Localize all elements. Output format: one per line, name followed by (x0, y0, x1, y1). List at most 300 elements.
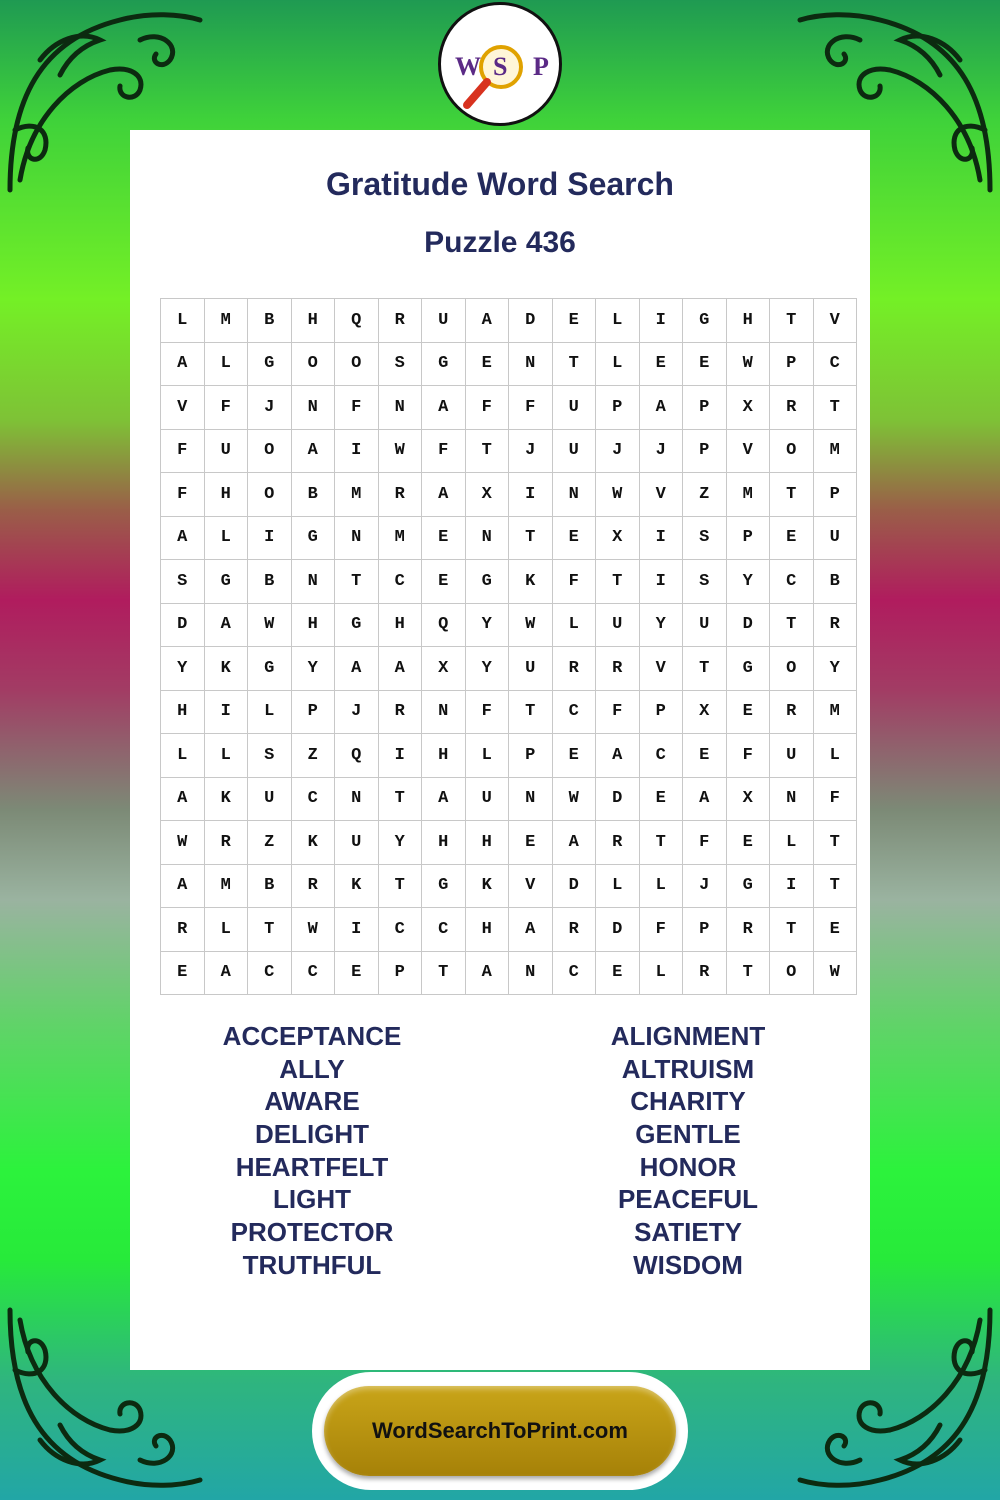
grid-cell[interactable]: B (248, 560, 292, 604)
grid-cell[interactable]: A (465, 299, 509, 343)
grid-cell[interactable]: I (639, 299, 683, 343)
grid-cell[interactable]: M (813, 429, 857, 473)
grid-cell[interactable]: O (248, 429, 292, 473)
grid-row (161, 386, 857, 430)
grid-cell[interactable]: U (552, 386, 596, 430)
logo-letter: W (455, 52, 481, 81)
grid-cell[interactable]: C (378, 908, 422, 952)
grid-cell[interactable]: T (378, 864, 422, 908)
grid-cell[interactable]: G (248, 342, 292, 386)
grid-cell[interactable]: L (465, 734, 509, 778)
grid-cell[interactable]: C (291, 777, 335, 821)
grid-cell[interactable]: C (248, 951, 292, 995)
grid-cell[interactable]: A (509, 908, 553, 952)
grid-cell[interactable]: R (596, 821, 640, 865)
grid-cell[interactable]: E (639, 777, 683, 821)
grid-cell[interactable]: C (813, 342, 857, 386)
grid-cell[interactable]: L (813, 734, 857, 778)
grid-cell[interactable]: V (639, 647, 683, 691)
grid-cell[interactable]: F (509, 386, 553, 430)
grid-cell[interactable]: S (683, 516, 727, 560)
grid-cell[interactable]: N (378, 386, 422, 430)
site-link-button[interactable]: WordSearchToPrint.com (324, 1386, 676, 1476)
grid-row (161, 473, 857, 517)
grid-row (161, 603, 857, 647)
grid-cell[interactable]: Y (378, 821, 422, 865)
grid-cell[interactable]: F (161, 429, 205, 473)
grid-cell[interactable]: N (422, 690, 466, 734)
grid-row (161, 342, 857, 386)
grid-cell[interactable]: Z (291, 734, 335, 778)
grid-cell[interactable]: A (422, 386, 466, 430)
word-list-item: DELIGHT (254, 1119, 370, 1150)
puzzle-panel (130, 130, 870, 1370)
grid-cell[interactable]: M (335, 473, 379, 517)
grid-cell[interactable]: T (770, 299, 814, 343)
grid-cell[interactable]: T (813, 386, 857, 430)
grid-cell[interactable]: L (770, 821, 814, 865)
grid-cell[interactable]: T (683, 647, 727, 691)
grid-cell[interactable]: N (335, 777, 379, 821)
grid-row (161, 647, 857, 691)
grid-cell[interactable]: G (465, 560, 509, 604)
grid-cell[interactable]: K (204, 647, 248, 691)
grid-cell[interactable]: C (639, 734, 683, 778)
grid-cell[interactable]: T (726, 951, 770, 995)
grid-cell[interactable]: Z (248, 821, 292, 865)
grid-cell[interactable]: A (335, 647, 379, 691)
grid-cell[interactable]: O (770, 647, 814, 691)
grid-cell[interactable]: Y (639, 603, 683, 647)
grid-cell[interactable]: R (161, 908, 205, 952)
grid-cell[interactable]: E (813, 908, 857, 952)
grid-cell[interactable]: E (509, 821, 553, 865)
grid-cell[interactable]: R (770, 386, 814, 430)
grid-cell[interactable]: H (378, 603, 422, 647)
grid-cell[interactable]: L (204, 734, 248, 778)
grid-cell[interactable]: N (291, 386, 335, 430)
grid-cell[interactable]: A (552, 821, 596, 865)
grid-cell[interactable]: P (596, 386, 640, 430)
grid-cell[interactable]: U (596, 603, 640, 647)
word-list-item: PROTECTOR (230, 1217, 394, 1248)
grid-cell[interactable]: A (422, 777, 466, 821)
grid-cell[interactable]: L (596, 299, 640, 343)
word-list-item: TRUTHFUL (242, 1249, 382, 1280)
grid-cell[interactable]: S (161, 560, 205, 604)
grid-cell[interactable]: F (639, 908, 683, 952)
grid-cell[interactable]: U (248, 777, 292, 821)
grid-cell[interactable]: K (291, 821, 335, 865)
grid-cell[interactable]: H (422, 734, 466, 778)
grid-cell[interactable]: D (726, 603, 770, 647)
word-list-item: AWARE (264, 1086, 360, 1117)
grid-cell[interactable]: P (378, 951, 422, 995)
grid-cell[interactable]: D (552, 864, 596, 908)
grid-cell[interactable]: W (378, 429, 422, 473)
grid-cell[interactable]: T (465, 429, 509, 473)
grid-cell[interactable]: S (378, 342, 422, 386)
grid-cell[interactable]: C (291, 951, 335, 995)
grid-cell[interactable]: C (552, 951, 596, 995)
grid-cell[interactable]: Y (813, 647, 857, 691)
grid-cell[interactable]: N (552, 473, 596, 517)
letter-grid (160, 298, 857, 995)
grid-cell[interactable]: R (204, 821, 248, 865)
grid-cell[interactable]: O (770, 429, 814, 473)
grid-cell[interactable]: N (509, 951, 553, 995)
grid-cell[interactable]: F (422, 429, 466, 473)
grid-cell[interactable]: J (248, 386, 292, 430)
grid-cell[interactable]: N (509, 777, 553, 821)
grid-cell[interactable]: G (335, 603, 379, 647)
grid-cell[interactable]: J (509, 429, 553, 473)
grid-cell[interactable]: H (726, 299, 770, 343)
grid-cell[interactable]: R (552, 908, 596, 952)
grid-row (161, 864, 857, 908)
grid-cell[interactable]: P (639, 690, 683, 734)
grid-cell[interactable]: G (204, 560, 248, 604)
grid-cell[interactable]: L (248, 690, 292, 734)
grid-cell[interactable]: X (726, 386, 770, 430)
grid-cell[interactable]: H (204, 473, 248, 517)
grid-cell[interactable]: T (813, 864, 857, 908)
grid-row (161, 516, 857, 560)
grid-row (161, 299, 857, 343)
grid-cell[interactable]: Y (465, 647, 509, 691)
grid-row (161, 560, 857, 604)
grid-cell[interactable]: R (813, 603, 857, 647)
grid-cell[interactable]: X (465, 473, 509, 517)
grid-cell[interactable]: W (596, 473, 640, 517)
grid-cell[interactable]: A (378, 647, 422, 691)
grid-cell[interactable]: Q (335, 734, 379, 778)
grid-cell[interactable]: T (770, 603, 814, 647)
grid-cell[interactable]: T (770, 473, 814, 517)
grid-cell[interactable]: F (161, 473, 205, 517)
grid-cell[interactable]: N (291, 560, 335, 604)
grid-cell[interactable]: N (465, 516, 509, 560)
grid-cell[interactable]: J (683, 864, 727, 908)
grid-row (161, 777, 857, 821)
grid-cell[interactable]: D (509, 299, 553, 343)
grid-cell[interactable]: M (204, 299, 248, 343)
grid-cell[interactable]: M (813, 690, 857, 734)
grid-cell[interactable]: B (248, 864, 292, 908)
grid-cell[interactable]: V (161, 386, 205, 430)
grid-cell[interactable]: A (204, 951, 248, 995)
grid-cell[interactable]: N (509, 342, 553, 386)
grid-cell[interactable]: G (422, 342, 466, 386)
grid-cell[interactable]: W (509, 603, 553, 647)
grid-cell[interactable]: G (291, 516, 335, 560)
grid-cell[interactable]: P (770, 342, 814, 386)
grid-cell[interactable]: A (161, 777, 205, 821)
grid-cell[interactable]: E (335, 951, 379, 995)
grid-cell[interactable]: A (161, 516, 205, 560)
grid-cell[interactable]: W (161, 821, 205, 865)
grid-cell[interactable]: T (335, 560, 379, 604)
grid-cell[interactable]: R (596, 647, 640, 691)
grid-cell[interactable]: B (248, 299, 292, 343)
grid-cell[interactable]: F (465, 386, 509, 430)
grid-cell[interactable]: F (596, 690, 640, 734)
grid-cell[interactable]: X (596, 516, 640, 560)
puzzle-number: Puzzle 436 (424, 226, 576, 259)
grid-cell[interactable]: A (596, 734, 640, 778)
grid-cell[interactable]: H (291, 299, 335, 343)
grid-cell[interactable]: A (683, 777, 727, 821)
grid-cell[interactable]: I (204, 690, 248, 734)
grid-cell[interactable]: K (204, 777, 248, 821)
word-list-item: ALLY (279, 1053, 345, 1084)
grid-cell[interactable]: H (291, 603, 335, 647)
grid-cell[interactable]: I (335, 429, 379, 473)
grid-row (161, 429, 857, 473)
grid-cell[interactable]: I (770, 864, 814, 908)
grid-cell[interactable]: E (770, 516, 814, 560)
grid-cell[interactable]: F (465, 690, 509, 734)
grid-cell[interactable]: N (335, 516, 379, 560)
grid-cell[interactable]: F (204, 386, 248, 430)
grid-cell[interactable]: M (378, 516, 422, 560)
grid-cell[interactable]: E (596, 951, 640, 995)
grid-cell[interactable]: W (813, 951, 857, 995)
grid-cell[interactable]: W (552, 777, 596, 821)
grid-cell[interactable]: P (291, 690, 335, 734)
word-list-item: PEACEFUL (617, 1184, 759, 1215)
grid-cell[interactable]: P (813, 473, 857, 517)
grid-cell[interactable]: P (683, 386, 727, 430)
grid-cell[interactable]: G (726, 864, 770, 908)
grid-cell[interactable]: L (161, 299, 205, 343)
grid-cell[interactable]: T (552, 342, 596, 386)
grid-cell[interactable]: C (378, 560, 422, 604)
grid-cell[interactable]: T (509, 516, 553, 560)
footer-pill (312, 1372, 688, 1490)
puzzle-title: Gratitude Word Search (326, 166, 674, 202)
grid-cell[interactable]: L (639, 864, 683, 908)
grid-cell[interactable]: X (422, 647, 466, 691)
grid-cell[interactable]: Y (291, 647, 335, 691)
grid-cell[interactable]: K (335, 864, 379, 908)
grid-cell[interactable]: U (509, 647, 553, 691)
grid-cell[interactable]: E (552, 516, 596, 560)
grid-cell[interactable]: E (726, 821, 770, 865)
grid-cell[interactable]: P (509, 734, 553, 778)
grid-cell[interactable]: R (552, 647, 596, 691)
grid-cell[interactable]: F (683, 821, 727, 865)
grid-cell[interactable]: L (596, 342, 640, 386)
grid-cell[interactable]: A (161, 342, 205, 386)
grid-cell[interactable]: L (596, 864, 640, 908)
grid-cell[interactable]: R (291, 864, 335, 908)
grid-cell[interactable]: T (378, 777, 422, 821)
grid-cell[interactable]: Q (422, 603, 466, 647)
grid-cell[interactable]: U (335, 821, 379, 865)
grid-cell[interactable]: O (248, 473, 292, 517)
grid-cell[interactable]: E (465, 342, 509, 386)
grid-cell[interactable]: R (726, 908, 770, 952)
grid-row (161, 690, 857, 734)
grid-row (161, 908, 857, 952)
grid-cell[interactable]: V (813, 299, 857, 343)
grid-cell[interactable]: D (161, 603, 205, 647)
word-list-item: WISDOM (633, 1249, 743, 1280)
grid-cell[interactable]: G (726, 647, 770, 691)
grid-cell[interactable]: R (378, 690, 422, 734)
grid-cell[interactable]: P (726, 516, 770, 560)
grid-cell[interactable]: B (291, 473, 335, 517)
grid-cell[interactable]: T (422, 951, 466, 995)
grid-cell[interactable]: W (726, 342, 770, 386)
grid-cell[interactable]: W (291, 908, 335, 952)
grid-cell[interactable]: V (509, 864, 553, 908)
grid-cell[interactable]: D (596, 908, 640, 952)
grid-cell[interactable]: N (770, 777, 814, 821)
grid-cell[interactable]: I (639, 516, 683, 560)
grid-cell[interactable]: H (422, 821, 466, 865)
grid-cell[interactable]: I (639, 560, 683, 604)
grid-cell[interactable]: U (204, 429, 248, 473)
word-list-right (538, 1020, 838, 1282)
grid-cell[interactable]: A (161, 864, 205, 908)
grid-cell[interactable]: I (335, 908, 379, 952)
grid-cell[interactable]: Q (335, 299, 379, 343)
grid-cell[interactable]: U (465, 777, 509, 821)
grid-cell[interactable]: T (248, 908, 292, 952)
grid-cell[interactable]: I (509, 473, 553, 517)
grid-cell[interactable]: H (161, 690, 205, 734)
grid-cell[interactable]: E (683, 734, 727, 778)
grid-cell[interactable]: Y (465, 603, 509, 647)
grid-cell[interactable]: L (204, 342, 248, 386)
grid-cell[interactable]: A (291, 429, 335, 473)
grid-cell[interactable]: A (639, 386, 683, 430)
grid-cell[interactable]: W (248, 603, 292, 647)
grid-row (161, 734, 857, 778)
grid-cell[interactable]: E (552, 299, 596, 343)
grid-cell[interactable]: A (422, 473, 466, 517)
grid-cell[interactable]: B (813, 560, 857, 604)
grid-cell[interactable]: F (552, 560, 596, 604)
word-list-left (162, 1020, 462, 1282)
grid-cell[interactable]: H (465, 908, 509, 952)
grid-cell[interactable]: J (639, 429, 683, 473)
grid-cell[interactable]: K (509, 560, 553, 604)
site-logo[interactable] (438, 2, 562, 126)
grid-cell[interactable]: E (726, 690, 770, 734)
grid-cell[interactable]: V (639, 473, 683, 517)
grid-cell[interactable]: S (248, 734, 292, 778)
grid-cell[interactable]: M (726, 473, 770, 517)
word-list-item: HEARTFELT (235, 1151, 389, 1182)
logo-letter: P (533, 52, 549, 81)
word-list-item: GENTLE (635, 1119, 741, 1150)
grid-cell[interactable]: V (726, 429, 770, 473)
word-list-item: ALTRUISM (621, 1053, 755, 1084)
grid-cell[interactable]: R (683, 951, 727, 995)
grid-cell[interactable]: I (378, 734, 422, 778)
grid-cell[interactable]: U (770, 734, 814, 778)
grid-cell[interactable]: X (726, 777, 770, 821)
grid-cell[interactable]: C (422, 908, 466, 952)
grid-cell[interactable]: L (552, 603, 596, 647)
grid-cell[interactable]: T (813, 821, 857, 865)
grid-cell[interactable]: U (813, 516, 857, 560)
grid-cell[interactable]: E (161, 951, 205, 995)
grid-cell[interactable]: O (291, 342, 335, 386)
grid-cell[interactable]: L (204, 516, 248, 560)
grid-cell[interactable]: E (422, 516, 466, 560)
grid-cell[interactable]: T (639, 821, 683, 865)
grid-cell[interactable]: X (683, 690, 727, 734)
word-list-item: LIGHT (273, 1184, 351, 1215)
grid-cell[interactable]: G (422, 864, 466, 908)
grid-cell[interactable]: G (248, 647, 292, 691)
grid-cell[interactable]: R (378, 299, 422, 343)
grid-row (161, 821, 857, 865)
grid-cell[interactable]: J (335, 690, 379, 734)
grid-cell[interactable]: T (770, 908, 814, 952)
grid-cell[interactable]: F (726, 734, 770, 778)
grid-cell[interactable]: L (161, 734, 205, 778)
grid-cell[interactable]: E (683, 342, 727, 386)
grid-cell[interactable]: P (683, 429, 727, 473)
grid-cell[interactable]: E (422, 560, 466, 604)
grid-cell[interactable]: T (596, 560, 640, 604)
grid-cell[interactable]: T (509, 690, 553, 734)
grid-cell[interactable]: S (683, 560, 727, 604)
grid-cell[interactable]: C (770, 560, 814, 604)
grid-cell[interactable]: H (465, 821, 509, 865)
grid-cell[interactable]: E (639, 342, 683, 386)
logo-letter: S (493, 52, 508, 81)
grid-cell[interactable]: F (813, 777, 857, 821)
grid-cell[interactable]: Z (683, 473, 727, 517)
grid-cell[interactable]: M (204, 864, 248, 908)
grid-cell[interactable]: J (596, 429, 640, 473)
grid-cell[interactable]: Y (726, 560, 770, 604)
grid-cell[interactable]: L (204, 908, 248, 952)
grid-cell[interactable]: U (552, 429, 596, 473)
grid-cell[interactable]: U (422, 299, 466, 343)
word-list-item: ALIGNMENT (610, 1021, 766, 1051)
word-list-item: HONOR (639, 1151, 737, 1182)
grid-cell[interactable]: G (683, 299, 727, 343)
grid-cell[interactable]: F (335, 386, 379, 430)
grid-cell[interactable]: Y (161, 647, 205, 691)
grid-cell[interactable]: L (639, 951, 683, 995)
grid-cell[interactable]: U (683, 603, 727, 647)
grid-cell[interactable]: I (248, 516, 292, 560)
grid-cell[interactable]: R (770, 690, 814, 734)
grid-cell[interactable]: P (683, 908, 727, 952)
word-list-item: ACCEPTANCE (222, 1021, 402, 1051)
grid-cell[interactable]: O (770, 951, 814, 995)
grid-cell[interactable]: D (596, 777, 640, 821)
grid-cell[interactable]: A (465, 951, 509, 995)
grid-row (161, 951, 857, 995)
grid-cell[interactable]: O (335, 342, 379, 386)
grid-cell[interactable]: R (378, 473, 422, 517)
word-list-item: CHARITY (630, 1086, 746, 1117)
grid-cell[interactable]: A (204, 603, 248, 647)
grid-cell[interactable]: E (552, 734, 596, 778)
word-list-item: SATIETY (634, 1217, 742, 1248)
grid-cell[interactable]: C (552, 690, 596, 734)
grid-cell[interactable]: K (465, 864, 509, 908)
